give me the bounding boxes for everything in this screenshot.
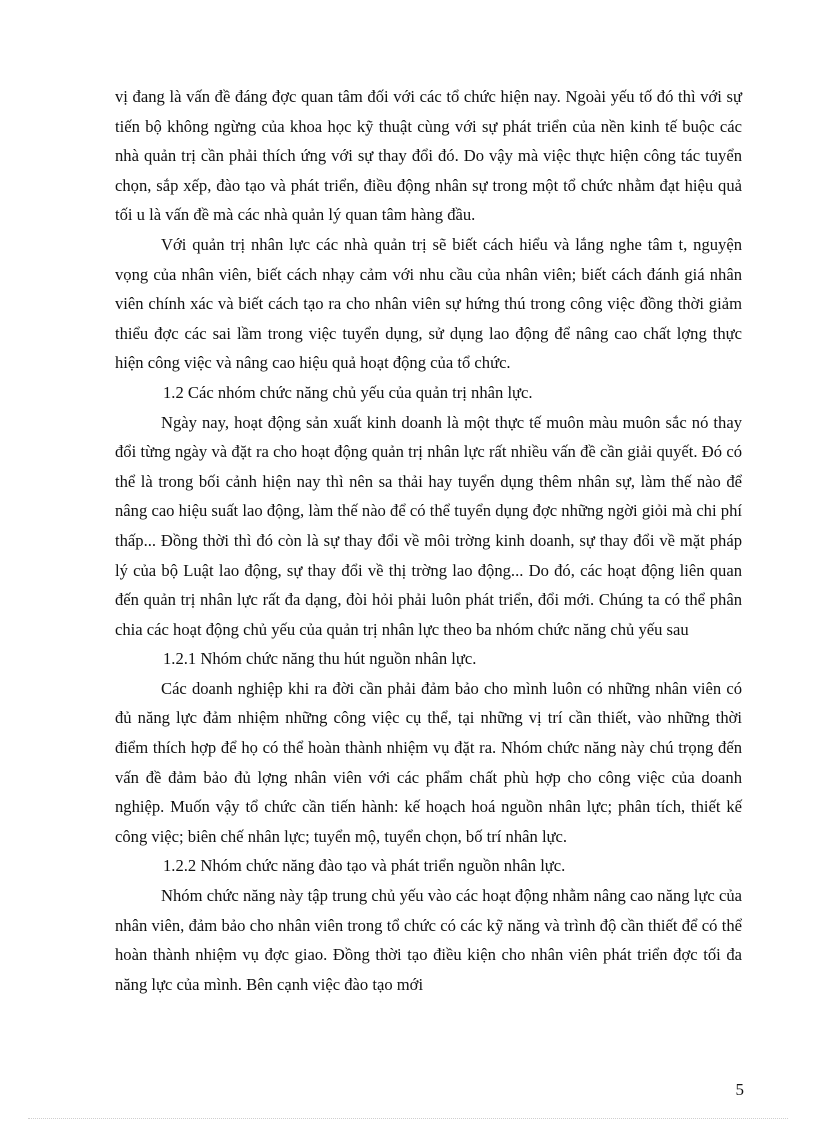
- section-heading-1-2-1: 1.2.1 Nhóm chức năng thu hút nguồn nhân lực.: [163, 649, 477, 669]
- paragraph-training-function: Nhóm chức năng này tập trung chủ yếu vào các hoạt động nhằm nâng cao năng lực của nhân viên, đảm bảo cho nhân viên trong tổ chức có các kỹ năng và trình độ cần thiết để có thể hoàn thành nhiệm vụ đợc giao. Đồng thời tạo điều kiện cho nhân viên phát triển đợc tối đa năng lực của mình. Bên cạnh việc đào tạo mới: [115, 886, 742, 994]
- page-number: 5: [735, 1080, 744, 1099]
- paragraph-hr-functions-intro: Ngày nay, hoạt động sản xuất kinh doanh là một thực tế muôn màu muôn sắc nó thay đổi từng ngày và đặt ra cho hoạt động quản trị nhân lực rất nhiều vấn đề cần giải quyết. Đó có thể là trong bối cảnh hiện nay thì nên sa thải hay tuyển dụng thêm nhân sự, làm thế nào để nâng cao hiệu suất lao động, làm thế nào để có thể tuyển dụng đợc những ngời giỏi mà chi phí thấp... Đồng thời thì đó còn là sự thay đổi về môi trờng kinh doanh, sự thay đổi về mặt pháp lý của bộ Luật lao động, sự thay đổi về thị trờng lao động... Do đó, các hoạt động liên quan đến quản trị nhân lực rất đa dạng, đòi hỏi phải luôn phát triển, đổi mới. Chúng ta có thể phân chia các hoạt động chủ yếu của quản trị nhân lực theo ba nhóm chức năng chủ yếu sau: [115, 412, 742, 639]
- page-bottom-divider: [28, 1118, 788, 1119]
- paragraph-attraction-function: Các doanh nghiệp khi ra đời cần phải đảm bảo cho mình luôn có những nhân viên có đủ năng lực đảm nhiệm những công việc cụ thể, tại những vị trí cần thiết, vào những thời điểm thích hợp để họ có thể hoàn thành nhiệm vụ đặt ra. Nhóm chức năng này chú trọng đến vấn đề đảm bảo đủ lợng nhân viên với các phẩm chất phù hợp cho công việc của doanh nghiệp. Muốn vậy tổ chức cần tiến hành: kế hoạch hoá nguồn nhân lực; phân tích, thiết kế công việc; biên chế nhân lực; tuyển mộ, tuyển chọn, bố trí nhân lực.: [115, 678, 742, 846]
- paragraph-continuation: vị đang là vấn đề đáng đợc quan tâm đối với các tổ chức hiện nay. Ngoài yếu tố đó thì với sự tiến bộ không ngừng của khoa học kỹ thuật cùng với sự phát triển của nền kinh tế buộc các nhà quản trị cần phải thích ứng với sự thay đổi đó. Do vậy mà việc thực hiện công tác tuyển chọn, sắp xếp, đào tạo và phát triển, điều động nhân sự trong một tổ chức nhằm đạt hiệu quả tối u là vấn đề mà các nhà quản lý quan tâm hàng đầu.: [115, 87, 742, 225]
- section-heading-1-2: 1.2 Các nhóm chức năng chủ yếu của quản trị nhân lực.: [163, 382, 533, 402]
- paragraph-hr-benefits: Với quản trị nhân lực các nhà quản trị sẽ biết cách hiểu và lắng nghe tâm t, nguyện vọng của nhân viên, biết cách nhạy cảm với nhu cầu của nhân viên; biết cách đánh giá nhân viên chính xác và biết cách tạo ra cho nhân viên sự hứng thú trong công việc đồng thời giảm thiểu đợc các sai lầm trong việc tuyển dụng, sử dụng lao động để nâng cao chất lợng thực hiện công việc và nâng cao hiệu quả hoạt động của tổ chức.: [115, 234, 742, 373]
- page-body: [115, 82, 742, 999]
- section-heading-1-2-2: 1.2.2 Nhóm chức năng đào tạo và phát triển nguồn nhân lực.: [163, 856, 566, 876]
